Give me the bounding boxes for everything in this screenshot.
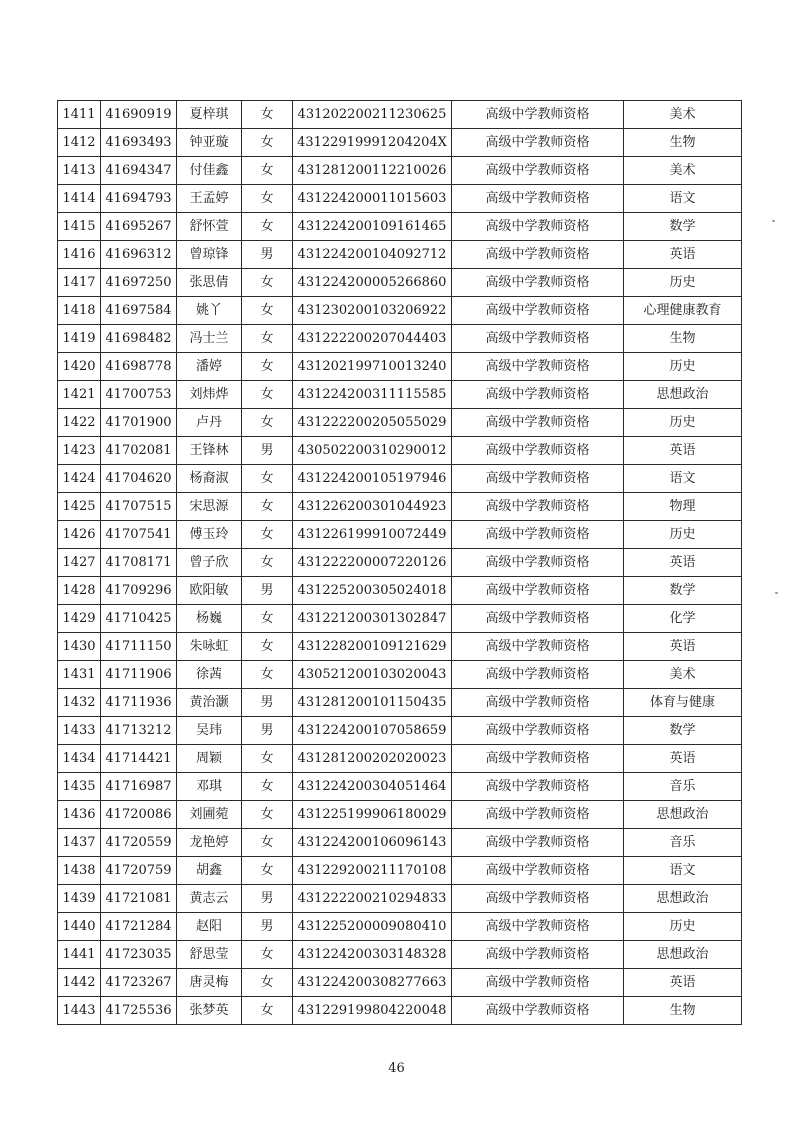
candidate-name-cell: 龙艳婷	[177, 829, 242, 857]
table-row	[58, 381, 742, 409]
row-number-cell: 1441	[58, 941, 101, 969]
candidate-name-cell: 舒怀萱	[177, 213, 242, 241]
id-number-cell: 431222200007220126	[293, 549, 452, 577]
subject-cell: 美术	[624, 661, 742, 689]
subject-cell: 思想政治	[624, 801, 742, 829]
candidate-name-cell: 张梦英	[177, 997, 242, 1025]
certificate-type-cell: 高级中学教师资格	[452, 829, 624, 857]
row-number-cell: 1428	[58, 577, 101, 605]
subject-cell: 化学	[624, 605, 742, 633]
subject-cell: 语文	[624, 465, 742, 493]
gender-cell: 女	[242, 325, 293, 353]
row-number-cell: 1438	[58, 857, 101, 885]
certificate-type-cell: 高级中学教师资格	[452, 745, 624, 773]
table-row	[58, 689, 742, 717]
id-number-cell: 431224200105197946	[293, 465, 452, 493]
id-number-cell: 431224200303148328	[293, 941, 452, 969]
row-number-cell: 1425	[58, 493, 101, 521]
row-number-cell: 1412	[58, 129, 101, 157]
certificate-type-cell: 高级中学教师资格	[452, 157, 624, 185]
row-number-cell: 1415	[58, 213, 101, 241]
id-number-cell: 431224200011015603	[293, 185, 452, 213]
table-row	[58, 801, 742, 829]
certificate-type-cell: 高级中学教师资格	[452, 689, 624, 717]
certificate-type-cell: 高级中学教师资格	[452, 577, 624, 605]
subject-cell: 英语	[624, 437, 742, 465]
id-number-cell: 431229199804220048	[293, 997, 452, 1025]
gender-cell: 男	[242, 689, 293, 717]
id-number-cell: 431224200107058659	[293, 717, 452, 745]
candidate-name-cell: 王锋林	[177, 437, 242, 465]
exam-number-cell: 41720759	[101, 857, 177, 885]
id-number-cell: 431222200207044403	[293, 325, 452, 353]
candidate-name-cell: 杨巍	[177, 605, 242, 633]
certificate-type-cell: 高级中学教师资格	[452, 549, 624, 577]
gender-cell: 女	[242, 381, 293, 409]
candidate-name-cell: 赵阳	[177, 913, 242, 941]
candidate-name-cell: 曾琼锋	[177, 241, 242, 269]
exam-number-cell: 41714421	[101, 745, 177, 773]
subject-cell: 数学	[624, 213, 742, 241]
table-row	[58, 185, 742, 213]
row-number-cell: 1418	[58, 297, 101, 325]
certificate-type-cell: 高级中学教师资格	[452, 409, 624, 437]
table-row	[58, 605, 742, 633]
candidate-name-cell: 刘炜烨	[177, 381, 242, 409]
gender-cell: 女	[242, 633, 293, 661]
candidate-table	[57, 100, 742, 1025]
gender-cell: 女	[242, 185, 293, 213]
exam-number-cell: 41721081	[101, 885, 177, 913]
certificate-type-cell: 高级中学教师资格	[452, 913, 624, 941]
gender-cell: 女	[242, 493, 293, 521]
row-number-cell: 1419	[58, 325, 101, 353]
certificate-type-cell: 高级中学教师资格	[452, 633, 624, 661]
certificate-type-cell: 高级中学教师资格	[452, 773, 624, 801]
certificate-type-cell: 高级中学教师资格	[452, 353, 624, 381]
subject-cell: 心理健康教育	[624, 297, 742, 325]
id-number-cell: 431224200005266860	[293, 269, 452, 297]
certificate-type-cell: 高级中学教师资格	[452, 381, 624, 409]
id-number-cell: 431222200210294833	[293, 885, 452, 913]
certificate-type-cell: 高级中学教师资格	[452, 465, 624, 493]
candidate-name-cell: 邓琪	[177, 773, 242, 801]
table-row	[58, 997, 742, 1025]
subject-cell: 生物	[624, 997, 742, 1025]
id-number-cell: 430502200310290012	[293, 437, 452, 465]
subject-cell: 英语	[624, 549, 742, 577]
row-number-cell: 1443	[58, 997, 101, 1025]
subject-cell: 体育与健康	[624, 689, 742, 717]
id-number-cell: 431228200109121629	[293, 633, 452, 661]
table-row	[58, 773, 742, 801]
exam-number-cell: 41707541	[101, 521, 177, 549]
id-number-cell: 431202200211230625	[293, 101, 452, 129]
row-number-cell: 1416	[58, 241, 101, 269]
certificate-type-cell: 高级中学教师资格	[452, 605, 624, 633]
table-row	[58, 157, 742, 185]
subject-cell: 音乐	[624, 829, 742, 857]
table-row	[58, 325, 742, 353]
candidate-name-cell: 王孟婷	[177, 185, 242, 213]
gender-cell: 女	[242, 465, 293, 493]
gender-cell: 女	[242, 101, 293, 129]
subject-cell: 物理	[624, 493, 742, 521]
exam-number-cell: 41720086	[101, 801, 177, 829]
table-row	[58, 409, 742, 437]
exam-number-cell: 41708171	[101, 549, 177, 577]
exam-number-cell: 41711906	[101, 661, 177, 689]
row-number-cell: 1432	[58, 689, 101, 717]
subject-cell: 数学	[624, 577, 742, 605]
exam-number-cell: 41720559	[101, 829, 177, 857]
id-number-cell: 431224200304051464	[293, 773, 452, 801]
candidate-name-cell: 张思倩	[177, 269, 242, 297]
subject-cell: 历史	[624, 913, 742, 941]
exam-number-cell: 41694347	[101, 157, 177, 185]
table-row	[58, 941, 742, 969]
candidate-name-cell: 黄志云	[177, 885, 242, 913]
exam-number-cell: 41707515	[101, 493, 177, 521]
exam-number-cell: 41694793	[101, 185, 177, 213]
candidate-name-cell: 欧阳敏	[177, 577, 242, 605]
id-number-cell: 431224200308277663	[293, 969, 452, 997]
exam-number-cell: 41700753	[101, 381, 177, 409]
exam-number-cell: 41711936	[101, 689, 177, 717]
exam-number-cell: 41725536	[101, 997, 177, 1025]
table-row	[58, 745, 742, 773]
candidate-name-cell: 宋思源	[177, 493, 242, 521]
certificate-type-cell: 高级中学教师资格	[452, 717, 624, 745]
subject-cell: 生物	[624, 129, 742, 157]
exam-number-cell: 41709296	[101, 577, 177, 605]
candidate-name-cell: 胡鑫	[177, 857, 242, 885]
row-number-cell: 1439	[58, 885, 101, 913]
table-row	[58, 241, 742, 269]
subject-cell: 数学	[624, 717, 742, 745]
scan-speck	[775, 592, 778, 594]
subject-cell: 美术	[624, 157, 742, 185]
subject-cell: 历史	[624, 409, 742, 437]
row-number-cell: 1424	[58, 465, 101, 493]
id-number-cell: 431224200311115585	[293, 381, 452, 409]
subject-cell: 思想政治	[624, 941, 742, 969]
candidate-name-cell: 卢丹	[177, 409, 242, 437]
id-number-cell: 43122919991204204X	[293, 129, 452, 157]
gender-cell: 女	[242, 213, 293, 241]
certificate-type-cell: 高级中学教师资格	[452, 241, 624, 269]
subject-cell: 美术	[624, 101, 742, 129]
id-number-cell: 431281200202020023	[293, 745, 452, 773]
exam-number-cell: 41695267	[101, 213, 177, 241]
certificate-type-cell: 高级中学教师资格	[452, 129, 624, 157]
candidate-name-cell: 曾子欣	[177, 549, 242, 577]
row-number-cell: 1426	[58, 521, 101, 549]
gender-cell: 女	[242, 129, 293, 157]
row-number-cell: 1411	[58, 101, 101, 129]
gender-cell: 女	[242, 857, 293, 885]
table-row	[58, 493, 742, 521]
gender-cell: 男	[242, 717, 293, 745]
row-number-cell: 1420	[58, 353, 101, 381]
subject-cell: 生物	[624, 325, 742, 353]
table-row	[58, 633, 742, 661]
exam-number-cell: 41716987	[101, 773, 177, 801]
exam-number-cell: 41713212	[101, 717, 177, 745]
exam-number-cell: 41702081	[101, 437, 177, 465]
gender-cell: 女	[242, 269, 293, 297]
table-row	[58, 297, 742, 325]
row-number-cell: 1421	[58, 381, 101, 409]
certificate-type-cell: 高级中学教师资格	[452, 885, 624, 913]
id-number-cell: 431226200301044923	[293, 493, 452, 521]
candidate-name-cell: 舒思莹	[177, 941, 242, 969]
row-number-cell: 1429	[58, 605, 101, 633]
exam-number-cell: 41701900	[101, 409, 177, 437]
candidate-name-cell: 杨裔淑	[177, 465, 242, 493]
exam-number-cell: 41710425	[101, 605, 177, 633]
certificate-type-cell: 高级中学教师资格	[452, 801, 624, 829]
row-number-cell: 1422	[58, 409, 101, 437]
subject-cell: 英语	[624, 633, 742, 661]
page-number: 46	[388, 1061, 405, 1076]
table-row	[58, 129, 742, 157]
gender-cell: 女	[242, 801, 293, 829]
id-number-cell: 431225199906180029	[293, 801, 452, 829]
exam-number-cell: 41697250	[101, 269, 177, 297]
exam-number-cell: 41697584	[101, 297, 177, 325]
row-number-cell: 1427	[58, 549, 101, 577]
candidate-name-cell: 夏梓琪	[177, 101, 242, 129]
table-row	[58, 269, 742, 297]
row-number-cell: 1423	[58, 437, 101, 465]
certificate-type-cell: 高级中学教师资格	[452, 325, 624, 353]
row-number-cell: 1440	[58, 913, 101, 941]
table-row	[58, 829, 742, 857]
certificate-type-cell: 高级中学教师资格	[452, 969, 624, 997]
table-row	[58, 717, 742, 745]
exam-number-cell: 41711150	[101, 633, 177, 661]
row-number-cell: 1431	[58, 661, 101, 689]
certificate-type-cell: 高级中学教师资格	[452, 857, 624, 885]
exam-number-cell: 41721284	[101, 913, 177, 941]
gender-cell: 女	[242, 157, 293, 185]
table-row	[58, 661, 742, 689]
id-number-cell: 431224200109161465	[293, 213, 452, 241]
certificate-type-cell: 高级中学教师资格	[452, 269, 624, 297]
gender-cell: 女	[242, 997, 293, 1025]
certificate-type-cell: 高级中学教师资格	[452, 213, 624, 241]
gender-cell: 女	[242, 521, 293, 549]
exam-number-cell: 41698778	[101, 353, 177, 381]
exam-number-cell: 41690919	[101, 101, 177, 129]
row-number-cell: 1435	[58, 773, 101, 801]
id-number-cell: 431225200009080410	[293, 913, 452, 941]
table-row	[58, 521, 742, 549]
row-number-cell: 1442	[58, 969, 101, 997]
id-number-cell: 431224200106096143	[293, 829, 452, 857]
gender-cell: 男	[242, 885, 293, 913]
candidate-name-cell: 吴玮	[177, 717, 242, 745]
gender-cell: 女	[242, 353, 293, 381]
row-number-cell: 1436	[58, 801, 101, 829]
gender-cell: 男	[242, 241, 293, 269]
row-number-cell: 1437	[58, 829, 101, 857]
exam-number-cell: 41696312	[101, 241, 177, 269]
id-number-cell: 431226199910072449	[293, 521, 452, 549]
subject-cell: 历史	[624, 353, 742, 381]
subject-cell: 思想政治	[624, 381, 742, 409]
exam-number-cell: 41693493	[101, 129, 177, 157]
gender-cell: 女	[242, 409, 293, 437]
subject-cell: 语文	[624, 857, 742, 885]
id-number-cell: 431224200104092712	[293, 241, 452, 269]
candidate-name-cell: 钟亚璇	[177, 129, 242, 157]
id-number-cell: 430521200103020043	[293, 661, 452, 689]
row-number-cell: 1417	[58, 269, 101, 297]
row-number-cell: 1430	[58, 633, 101, 661]
table-row	[58, 885, 742, 913]
candidate-name-cell: 姚丫	[177, 297, 242, 325]
table-row	[58, 577, 742, 605]
table-row	[58, 969, 742, 997]
id-number-cell: 431222200205055029	[293, 409, 452, 437]
candidate-name-cell: 傅玉玲	[177, 521, 242, 549]
row-number-cell: 1414	[58, 185, 101, 213]
candidate-name-cell: 徐茜	[177, 661, 242, 689]
gender-cell: 女	[242, 941, 293, 969]
subject-cell: 英语	[624, 969, 742, 997]
gender-cell: 女	[242, 745, 293, 773]
candidate-table-body	[58, 101, 742, 1025]
subject-cell: 语文	[624, 185, 742, 213]
gender-cell: 男	[242, 437, 293, 465]
subject-cell: 英语	[624, 241, 742, 269]
certificate-type-cell: 高级中学教师资格	[452, 437, 624, 465]
table-row	[58, 101, 742, 129]
certificate-type-cell: 高级中学教师资格	[452, 101, 624, 129]
certificate-type-cell: 高级中学教师资格	[452, 493, 624, 521]
gender-cell: 女	[242, 829, 293, 857]
table-row	[58, 213, 742, 241]
scan-speck	[772, 220, 775, 222]
table-row	[58, 353, 742, 381]
candidate-name-cell: 冯士兰	[177, 325, 242, 353]
subject-cell: 音乐	[624, 773, 742, 801]
id-number-cell: 431225200305024018	[293, 577, 452, 605]
certificate-type-cell: 高级中学教师资格	[452, 521, 624, 549]
gender-cell: 男	[242, 577, 293, 605]
exam-number-cell: 41698482	[101, 325, 177, 353]
row-number-cell: 1433	[58, 717, 101, 745]
exam-number-cell: 41723267	[101, 969, 177, 997]
table-row	[58, 857, 742, 885]
exam-number-cell: 41723035	[101, 941, 177, 969]
table-row	[58, 913, 742, 941]
row-number-cell: 1413	[58, 157, 101, 185]
id-number-cell: 431229200211170108	[293, 857, 452, 885]
gender-cell: 女	[242, 605, 293, 633]
certificate-type-cell: 高级中学教师资格	[452, 185, 624, 213]
id-number-cell: 431281200112210026	[293, 157, 452, 185]
candidate-name-cell: 朱咏虹	[177, 633, 242, 661]
table-row	[58, 549, 742, 577]
certificate-type-cell: 高级中学教师资格	[452, 297, 624, 325]
id-number-cell: 431281200101150435	[293, 689, 452, 717]
gender-cell: 女	[242, 773, 293, 801]
subject-cell: 英语	[624, 745, 742, 773]
gender-cell: 女	[242, 969, 293, 997]
gender-cell: 女	[242, 661, 293, 689]
candidate-name-cell: 刘圃菀	[177, 801, 242, 829]
gender-cell: 女	[242, 549, 293, 577]
candidate-name-cell: 潘婷	[177, 353, 242, 381]
candidate-name-cell: 唐灵梅	[177, 969, 242, 997]
row-number-cell: 1434	[58, 745, 101, 773]
gender-cell: 男	[242, 913, 293, 941]
table-row	[58, 465, 742, 493]
certificate-type-cell: 高级中学教师资格	[452, 661, 624, 689]
subject-cell: 历史	[624, 521, 742, 549]
id-number-cell: 431230200103206922	[293, 297, 452, 325]
candidate-name-cell: 周颖	[177, 745, 242, 773]
candidate-name-cell: 黄治灏	[177, 689, 242, 717]
subject-cell: 历史	[624, 269, 742, 297]
gender-cell: 女	[242, 297, 293, 325]
id-number-cell: 431221200301302847	[293, 605, 452, 633]
subject-cell: 思想政治	[624, 885, 742, 913]
candidate-name-cell: 付佳鑫	[177, 157, 242, 185]
id-number-cell: 431202199710013240	[293, 353, 452, 381]
exam-number-cell: 41704620	[101, 465, 177, 493]
certificate-type-cell: 高级中学教师资格	[452, 997, 624, 1025]
table-row	[58, 437, 742, 465]
certificate-type-cell: 高级中学教师资格	[452, 941, 624, 969]
